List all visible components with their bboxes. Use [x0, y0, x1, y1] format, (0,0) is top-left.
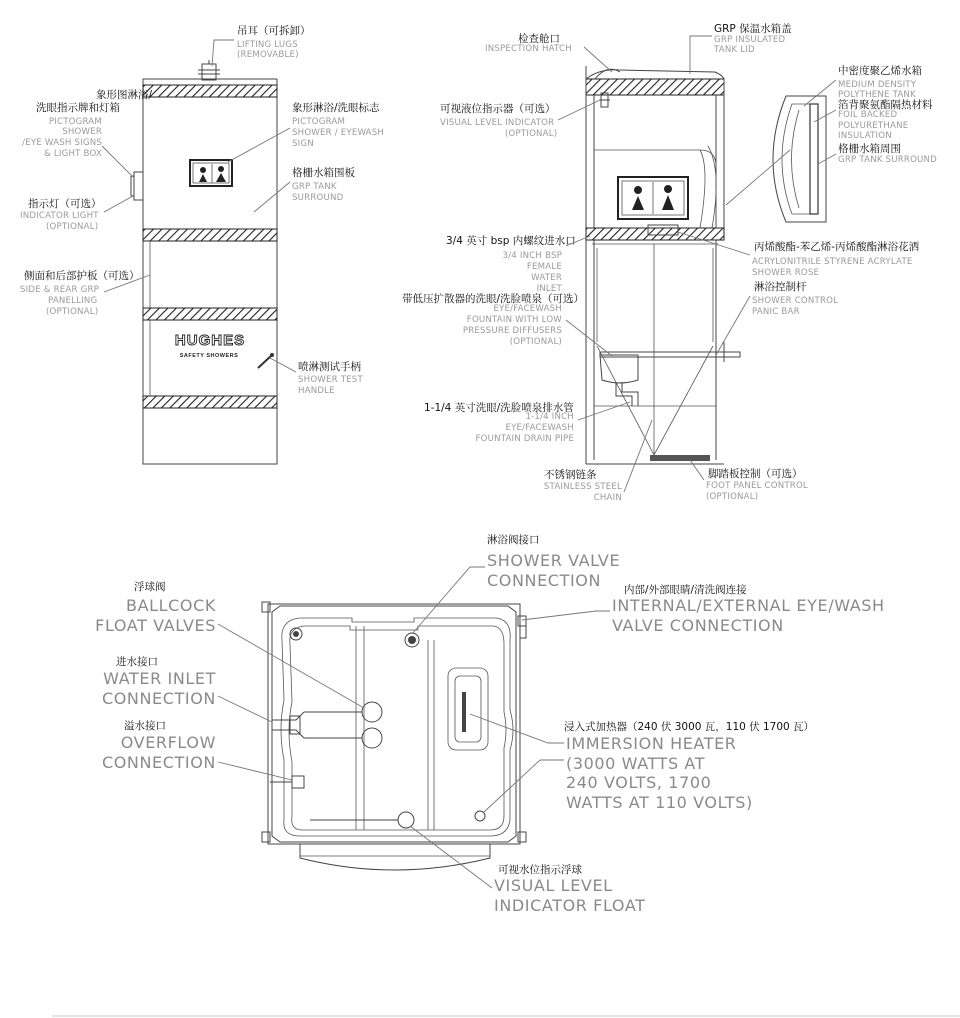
svg-text:ACRYLONITRILE STYRENE ACRYLATE: ACRYLONITRILE STYRENE ACRYLATE: [752, 257, 913, 267]
svg-text:TANK LID: TANK LID: [714, 45, 755, 55]
label-heater-zh: 浸入式加热器（240 伏 3000 瓦，110 伏 1700 瓦）: [564, 721, 815, 733]
label-lifting-lugs-en: LIFTING LUGS: [237, 40, 298, 50]
label-level-float-zh: 可视水位指示浮球: [498, 864, 582, 876]
svg-text:PANELLING: PANELLING: [48, 296, 98, 306]
insulation-inset: [726, 80, 836, 222]
svg-text:INSULATION: INSULATION: [838, 131, 892, 141]
label-grp-tank-surround-zh: 格栅水箱围板: [292, 167, 355, 179]
label-tank-zh: 中密度聚乙烯水箱: [838, 65, 922, 77]
svg-text:POLYURETHANE: POLYURETHANE: [838, 121, 909, 131]
svg-text:INLET: INLET: [536, 284, 562, 294]
label-lifting-lugs-zh: 吊耳（可拆卸）: [237, 25, 311, 37]
label-eyewash-zh: 带低压扩散器的洗眼/洗脸喷泉（可选）: [402, 293, 585, 305]
svg-text:PICTOGRAM: PICTOGRAM: [292, 117, 346, 127]
svg-text:& LIGHT BOX: & LIGHT BOX: [44, 149, 102, 159]
svg-text:GRP TANK: GRP TANK: [292, 182, 337, 192]
svg-text:HANDLE: HANDLE: [298, 386, 335, 396]
svg-text:INSPECTION HATCH: INSPECTION HATCH: [485, 44, 572, 54]
shower-test-handle: [258, 353, 274, 368]
label-pictogram-sign-zh: 象形淋浴/洗眼标志: [292, 102, 380, 114]
svg-text:CHAIN: CHAIN: [593, 493, 622, 503]
svg-text:STAINLESS STEEL: STAINLESS STEEL: [543, 482, 622, 492]
svg-text:/EYE WASH SIGNS: /EYE WASH SIGNS: [22, 138, 102, 148]
svg-text:EYE/FACEWASH: EYE/FACEWASH: [493, 304, 562, 314]
svg-text:SHOWER CONTROL: SHOWER CONTROL: [752, 296, 839, 306]
label-water-inlet-zh: 3/4 英寸 bsp 内螺纹进水口: [446, 235, 576, 247]
hatch-band: [143, 85, 277, 97]
label-inspection-hatch-zh: 检查舱口: [518, 33, 560, 45]
label-tank-lid-zh: GRP 保温水箱盖: [714, 23, 792, 35]
svg-text:SHOWER ROSE: SHOWER ROSE: [752, 268, 820, 278]
label-shower-valve-zh: 淋浴阀接口: [487, 534, 540, 546]
side-view: [586, 66, 740, 464]
svg-text:(OPTIONAL): (OPTIONAL): [509, 337, 562, 347]
svg-text:MEDIUM DENSITY: MEDIUM DENSITY: [838, 80, 917, 90]
brand-name: HUGHES: [174, 332, 246, 349]
svg-text:240 VOLTS, 1700: 240 VOLTS, 1700: [566, 773, 712, 792]
lifting-lug: [198, 60, 220, 80]
svg-text:VISUAL LEVEL INDICATOR: VISUAL LEVEL INDICATOR: [440, 118, 555, 128]
svg-text:EYE/FACEWASH: EYE/FACEWASH: [505, 423, 574, 433]
svg-text:INDICATOR LIGHT: INDICATOR LIGHT: [20, 211, 99, 221]
svg-text:3/4 INCH BSP: 3/4 INCH BSP: [502, 251, 562, 261]
svg-text:PRESSURE DIFFUSERS: PRESSURE DIFFUSERS: [462, 326, 562, 336]
svg-text:SHOWER TEST: SHOWER TEST: [298, 375, 363, 385]
svg-text:FOIL BACKED: FOIL BACKED: [838, 110, 898, 120]
svg-text:SHOWER / EYEWASH: SHOWER / EYEWASH: [292, 128, 385, 138]
svg-text:FOUNTAIN DRAIN PIPE: FOUNTAIN DRAIN PIPE: [475, 434, 574, 444]
svg-text:SIGN: SIGN: [292, 139, 314, 149]
svg-text:(OPTIONAL): (OPTIONAL): [706, 492, 759, 502]
hatch-band: [143, 308, 277, 320]
svg-text:GRP INSULATED: GRP INSULATED: [714, 35, 786, 45]
svg-text:POLYTHENE TANK: POLYTHENE TANK: [838, 90, 916, 100]
label-insulation-zh: 箔背聚氨酯隔热材料: [838, 99, 933, 111]
svg-text:WATER: WATER: [531, 273, 562, 283]
svg-text:WATER INLET: WATER INLET: [103, 669, 216, 688]
label-ballcock-zh: 浮球阀: [134, 581, 166, 593]
svg-text:VALVE CONNECTION: VALVE CONNECTION: [612, 616, 784, 635]
svg-text:FOOT PANEL CONTROL: FOOT PANEL CONTROL: [706, 481, 808, 491]
svg-text:SURROUND: SURROUND: [292, 193, 344, 203]
svg-text:(3000 WATTS AT: (3000 WATTS AT: [566, 754, 706, 773]
svg-text:FLOAT VALVES: FLOAT VALVES: [95, 616, 216, 635]
svg-text:PICTOGRAM: PICTOGRAM: [48, 117, 102, 127]
label-eye-wash-valve-zh: 内部/外部眼睛/清洗阀连接: [624, 584, 747, 596]
svg-text:SIDE & REAR GRP: SIDE & REAR GRP: [20, 285, 99, 295]
label-test-handle-zh: 喷淋测试手柄: [298, 361, 361, 373]
svg-text:SHOWER VALVE: SHOWER VALVE: [487, 551, 621, 570]
label-side-panel-zh: 侧面和后部护板（可选）: [24, 270, 140, 282]
svg-text:(OPTIONAL): (OPTIONAL): [46, 222, 99, 232]
svg-text:CONNECTION: CONNECTION: [101, 689, 216, 708]
label-indicator-light-zh: 指示灯（可选）: [28, 198, 102, 210]
hatch-band: [143, 396, 277, 408]
plan-view: [262, 602, 526, 870]
label-shower-rose-zh: 丙烯酸酯-苯乙烯-丙烯酸酯淋浴花洒: [754, 241, 920, 253]
svg-text:洗眼指示牌和灯箱: 洗眼指示牌和灯箱: [36, 102, 120, 114]
svg-text:OVERFLOW: OVERFLOW: [120, 733, 216, 752]
svg-text:(OPTIONAL): (OPTIONAL): [505, 129, 558, 139]
svg-text:IMMERSION HEATER: IMMERSION HEATER: [566, 734, 737, 753]
label-chain-zh: 不锈钢链条: [544, 469, 597, 481]
label-water-inlet-plan-zh: 进水接口: [116, 656, 158, 668]
svg-text:GRP TANK SURROUND: GRP TANK SURROUND: [838, 155, 937, 165]
label-foot-panel-zh: 脚踏板控制（可选）: [708, 468, 803, 480]
front-view: [131, 60, 277, 464]
label-pictogram-signs-zh: 象形图淋浴/: [96, 89, 153, 101]
svg-text:FEMALE: FEMALE: [526, 262, 562, 272]
label-side-surround-zh: 格栅水箱周围: [838, 143, 901, 155]
svg-text:PANIC BAR: PANIC BAR: [752, 307, 800, 317]
svg-text:FOUNTAIN WITH LOW: FOUNTAIN WITH LOW: [466, 315, 562, 325]
hughes-logo: [175, 332, 245, 359]
pictogram-sign: [190, 160, 232, 186]
svg-text:(REMOVABLE): (REMOVABLE): [237, 50, 299, 60]
label-visual-level-zh: 可视液位指示器（可选）: [440, 103, 556, 115]
label-shower-control-zh: 淋浴控制杆: [754, 281, 807, 293]
side-pictogram-sign: [618, 177, 688, 219]
label-drain-pipe-zh: 1-1/4 英寸洗眼/洗脸喷泉排水管: [424, 402, 574, 414]
svg-text:CONNECTION: CONNECTION: [101, 753, 216, 772]
svg-text:(OPTIONAL): (OPTIONAL): [46, 307, 99, 317]
label-overflow-zh: 溢水接口: [124, 720, 166, 732]
svg-text:CONNECTION: CONNECTION: [487, 571, 602, 590]
hatch-band: [143, 229, 277, 241]
svg-text:WATTS AT 110 VOLTS): WATTS AT 110 VOLTS): [566, 793, 753, 812]
svg-text:INTERNAL/EXTERNAL EYE/WASH: INTERNAL/EXTERNAL EYE/WASH: [612, 596, 885, 615]
svg-text:VISUAL LEVEL: VISUAL LEVEL: [494, 876, 613, 895]
svg-text:1-1/4 INCH: 1-1/4 INCH: [525, 412, 574, 422]
svg-text:SHOWER: SHOWER: [62, 127, 102, 137]
svg-text:INDICATOR FLOAT: INDICATOR FLOAT: [494, 896, 646, 915]
brand-sub: SAFETY SHOWERS: [179, 353, 239, 359]
svg-text:BALLCOCK: BALLCOCK: [126, 596, 216, 615]
